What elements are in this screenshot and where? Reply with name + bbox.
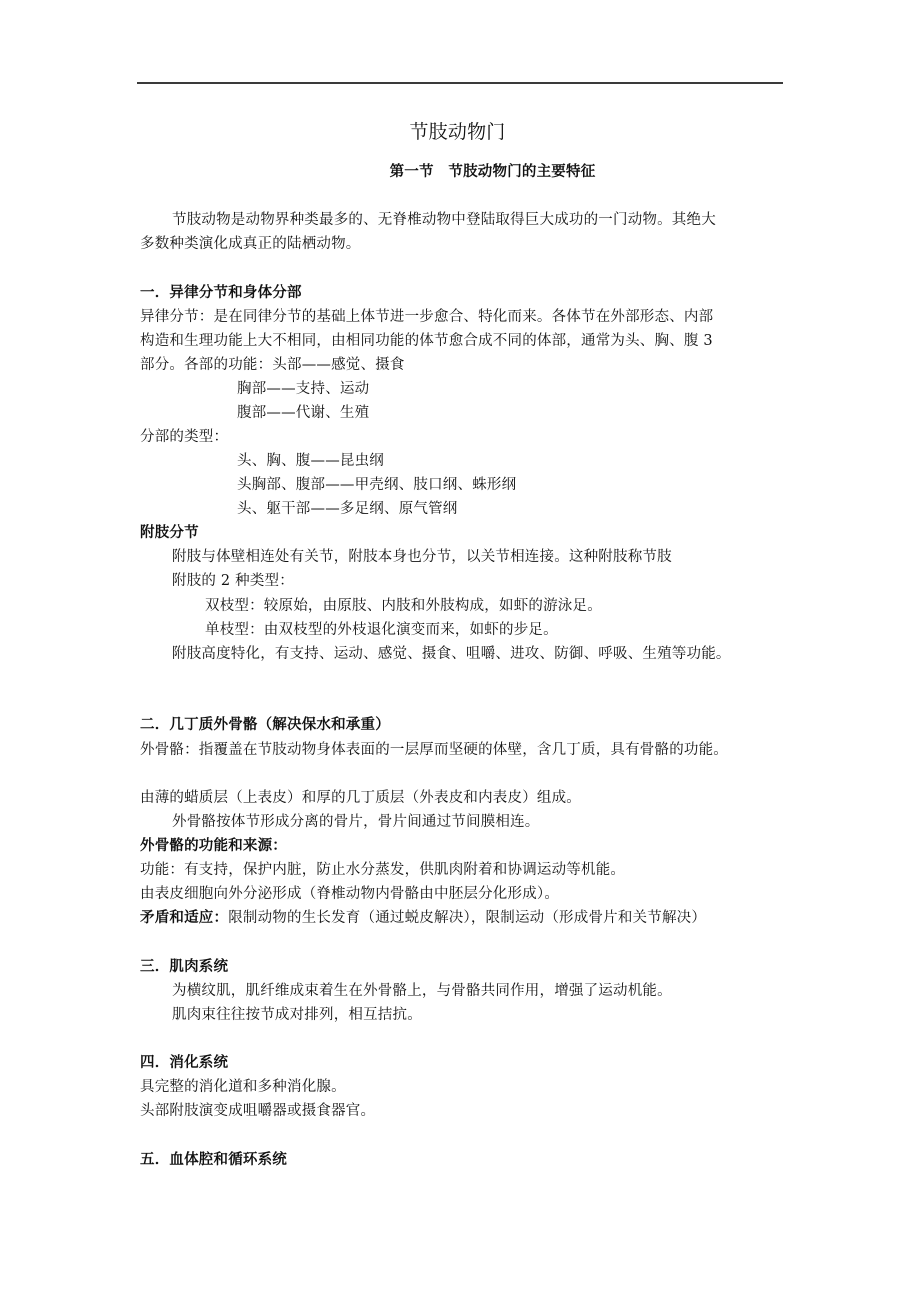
intro-line: 节肢动物是动物界种类最多的、无脊椎动物中登陆取得巨大成功的一门动物。其绝大 [172,212,716,228]
paragraph-line: 为横纹肌，肌纤维成束着生在外骨骼上，与骨骼共同作用，增强了运动机能。 [172,983,672,999]
section-heading-4: 四．消化系统 [140,1055,229,1071]
type-item: 头胸部、腹部——甲壳纲、肢口纲、蛛形纲 [237,477,517,493]
contradiction-label: 矛盾和适应： [140,910,229,926]
header-rule [137,82,783,84]
paragraph-line: 异律分节：是在同律分节的基础上体节进一步愈合、特化而来。各体节在外部形态、内部 [140,309,714,325]
paragraph-line: 附肢的 2 种类型： [172,573,294,589]
section-heading-2: 二．几丁质外骨骼（解决保水和承重） [140,717,390,733]
paragraph-line: 附肢高度特化，有支持、运动、感觉、摄食、咀嚼、进攻、防御、呼吸、生殖等功能。 [172,646,731,662]
paragraph-line: 由表皮细胞向外分泌形成（脊椎动物内骨骼由中胚层分化形成）。 [140,886,560,902]
paragraph-line: 由薄的蜡质层（上表皮）和厚的几丁质层（外表皮和内表皮）组成。 [140,790,581,806]
contradiction-text: 限制动物的生长发育（通过蜕皮解决），限制运动（形成骨片和关节解决） [228,910,707,926]
appendage-type-item: 单枝型：由双枝型的外枝退化演变而来，如虾的步足。 [205,622,558,638]
function-item: 胸部——支持、运动 [237,381,370,397]
intro-line: 多数种类演化成真正的陆栖动物。 [140,236,361,252]
page-title: 节肢动物门 [409,121,506,143]
paragraph-line: 部分。各部的功能：头部——感觉、摄食 [140,357,405,373]
paragraph-line: 构造和生理功能上大不相同，由相同功能的体节愈合成不同的体部，通常为头、胸、腹 3 [140,333,713,349]
appendage-type-item: 双枝型：较原始，由原肢、内肢和外肢构成，如虾的游泳足。 [205,598,602,614]
paragraph-line: 附肢与体壁相连处有关节，附肢本身也分节，以关节相连接。这种附肢称节肢 [172,549,672,565]
type-item: 头、躯干部——多足纲、原气管纲 [237,501,458,517]
function-item: 腹部——代谢、生殖 [237,405,370,421]
contradiction-line [140,908,706,928]
section-heading-5: 五．血体腔和循环系统 [140,1152,287,1168]
paragraph-line: 功能：有支持，保护内脏，防止水分蒸发，供肌肉附着和协调运动等机能。 [140,862,626,878]
paragraph-line: 肌肉束往往按节成对排列，相互拮抗。 [172,1007,422,1023]
paragraph-line: 头部附肢演变成咀嚼器或摄食器官。 [140,1103,376,1119]
paragraph-line: 外骨骼：指覆盖在节肢动物身体表面的一层厚而坚硬的体壁，含几丁质，具有骨骼的功能。 [140,742,728,758]
paragraph-line: 外骨骼按体节形成分离的骨片，骨片间通过节间膜相连。 [172,814,540,830]
types-label: 分部的类型： [140,429,229,445]
subheading: 外骨骼的功能和来源： [140,838,287,854]
appendage-heading: 附肢分节 [140,525,199,541]
paragraph-line: 具完整的消化道和多种消化腺。 [140,1079,346,1095]
section-heading-1: 一．异律分节和身体分部 [140,285,302,301]
section-subtitle: 第一节 节肢动物门的主要特征 [389,164,596,180]
type-item: 头、胸、腹——昆虫纲 [237,453,384,469]
section-heading-3: 三．肌肉系统 [140,959,229,975]
